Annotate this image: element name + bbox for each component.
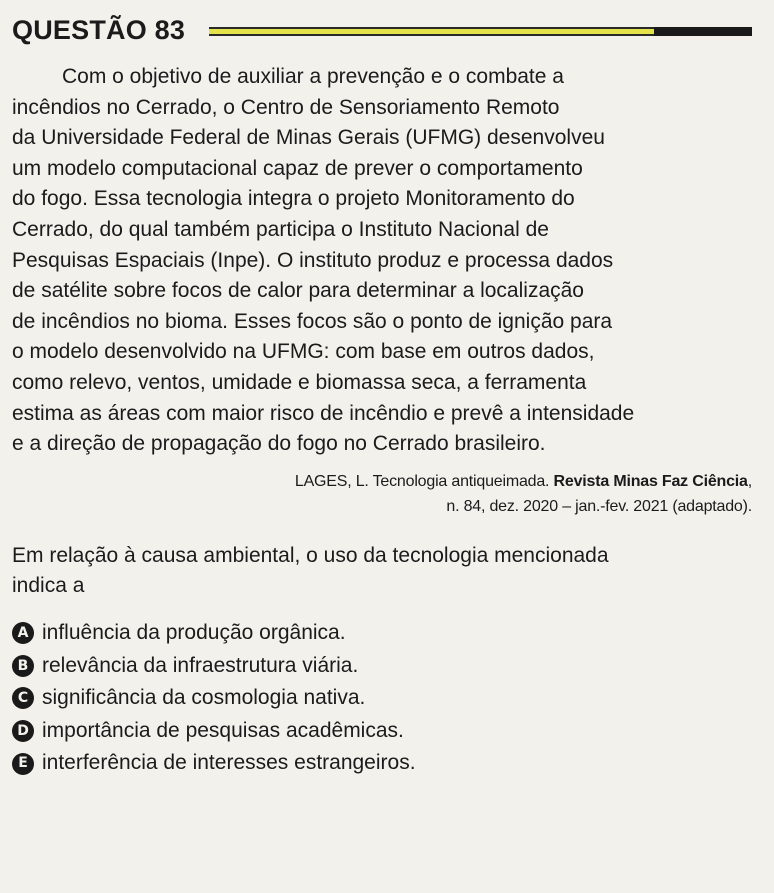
passage-line: de satélite sobre focos de calor para determinar a localização (12, 279, 584, 303)
passage-line: Cerrado, do qual também participa o Instituto Nacional de (12, 217, 549, 241)
option-a-text: influência da produção orgânica. (42, 620, 346, 644)
passage-line: Pesquisas Espaciais (Inpe). O instituto produz e processa dados (12, 248, 614, 272)
question-stem (12, 541, 752, 602)
answer-options (12, 618, 752, 779)
option-e[interactable] (12, 748, 752, 779)
passage-line: de incêndios no bioma. Esses focos são o ponto de ignição para (12, 309, 613, 333)
citation-author: LAGES, L. Tecnologia antiqueimada. (294, 472, 554, 490)
option-c-letter-badge: C (12, 687, 34, 709)
option-d-letter-badge: D (12, 720, 34, 742)
question-stem-line: Em relação à causa ambiental, o uso da tecnologia mencionada (12, 543, 609, 567)
option-a[interactable] (12, 618, 752, 649)
citation-details: n. 84, dez. 2020 – jan.-fev. 2021 (adaptado). (446, 497, 752, 515)
option-e-text: interferência de interesses estrangeiros. (42, 751, 416, 775)
citation-line-1 (12, 469, 752, 494)
citation-comma: , (747, 472, 752, 490)
citation (12, 469, 752, 519)
header-rule (209, 27, 752, 36)
option-b[interactable] (12, 651, 752, 682)
citation-source: Revista Minas Faz Ciência (553, 472, 748, 490)
passage-line: do fogo. Essa tecnologia integra o projeto Monitoramento do (12, 187, 575, 211)
passage-line: da Universidade Federal de Minas Gerais (UFMG) desenvolveu (12, 126, 605, 150)
option-c[interactable] (12, 683, 752, 714)
passage-line: estima as áreas com maior risco de incêndio e prevê a intensidade (12, 401, 635, 425)
header-rule-highlight (209, 27, 654, 36)
option-b-letter-badge: B (12, 655, 34, 677)
question-stem-line: indica a (12, 574, 85, 598)
passage-line: e a direção de propagação do fogo no Cerrado brasileiro. (12, 432, 546, 456)
option-b-text: relevância da infraestrutura viária. (42, 653, 359, 677)
passage (12, 62, 752, 460)
passage-line: um modelo computacional capaz de prever o comportamento (12, 156, 583, 180)
option-c-text: significância da cosmologia nativa. (42, 686, 366, 710)
passage-line: incêndios no Cerrado, o Centro de Sensoriamento Remoto (12, 95, 560, 119)
option-e-letter-badge: E (12, 753, 34, 775)
header-rule-end (654, 27, 752, 36)
question-header (12, 8, 752, 52)
question-title: QUESTÃO 83 (12, 14, 186, 45)
passage-line: o modelo desenvolvido na UFMG: com base em outros dados, (12, 340, 595, 364)
option-d-text: importância de pesquisas acadêmicas. (42, 718, 404, 742)
passage-line: como relevo, ventos, umidade e biomassa seca, a ferramenta (12, 370, 587, 394)
option-d[interactable] (12, 716, 752, 747)
option-a-letter-badge: A (12, 622, 34, 644)
passage-line: Com o objetivo de auxiliar a prevenção e o combate a (62, 65, 564, 88)
